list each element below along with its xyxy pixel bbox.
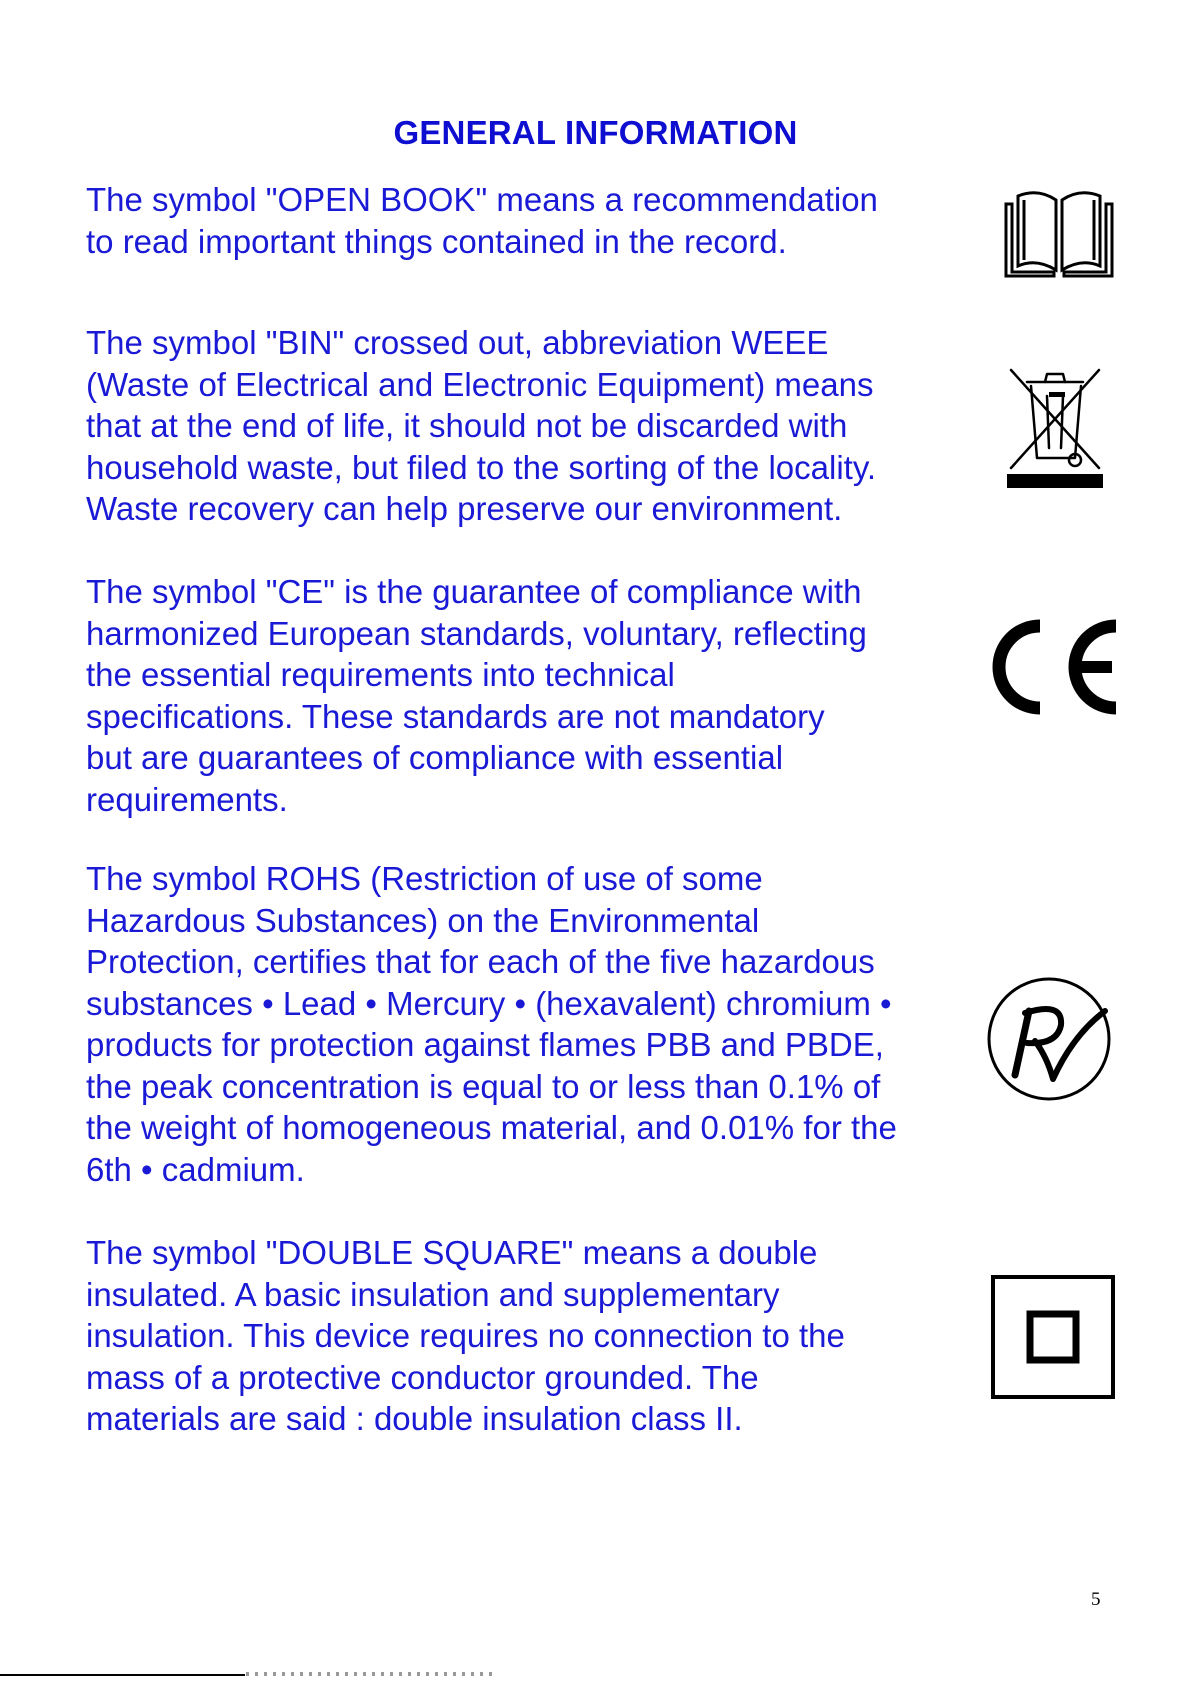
double-square-paragraph xyxy=(86,1232,845,1440)
paragraph-line: that at the end of life, it should not be discarded with xyxy=(86,407,848,444)
paragraph-line: Protection, certifies that for each of the five hazardous xyxy=(86,943,875,980)
paragraph-line: The symbol "BIN" crossed out, abbreviation WEEE xyxy=(86,324,829,361)
paragraph-line: insulation. This device requires no connection to the xyxy=(86,1317,845,1354)
paragraph-line: harmonized European standards, voluntary, reflecting xyxy=(86,614,867,652)
paragraph-line: Waste recovery can help preserve our environment. xyxy=(86,490,843,527)
paragraph-line: materials are said : double insulation class II. xyxy=(86,1400,743,1437)
paragraph-line: The symbol "CE" is the guarantee of compliance with xyxy=(86,573,862,610)
open-book-paragraph xyxy=(86,179,878,262)
paragraph-line: requirements. xyxy=(86,780,288,818)
paragraph-line: the essential requirements into technical xyxy=(86,656,675,693)
paragraph-line: (Waste of Electrical and Electronic Equipment) means xyxy=(86,365,874,403)
paragraph-line: products for protection against flames PBB and PBDE, xyxy=(86,1026,884,1063)
paragraph-line: substances • Lead • Mercury • (hexavalent) chromium • xyxy=(86,984,892,1022)
paragraph-line: 6th • cadmium. xyxy=(86,1150,305,1188)
paragraph-line: Hazardous Substances) on the Environmental xyxy=(86,901,760,939)
paragraph-line: the weight of homogeneous material, and 0.01% for the xyxy=(86,1109,897,1146)
paragraph-line: The symbol "OPEN BOOK" means a recommendation xyxy=(86,181,878,218)
rohs-paragraph xyxy=(86,858,897,1190)
paragraph-line: but are guarantees of compliance with essential xyxy=(86,739,784,776)
paragraph-line: The symbol "DOUBLE SQUARE" means a double xyxy=(86,1234,818,1271)
paragraph-line: mass of a protective conductor grounded. The xyxy=(86,1358,759,1396)
paragraph-line: the peak concentration is equal to or less than 0.1% of xyxy=(86,1067,881,1105)
paragraph-line: insulated. A basic insulation and supplementary xyxy=(86,1275,780,1313)
double-square-icon xyxy=(990,1274,1116,1400)
page-number: 5 xyxy=(1091,1589,1101,1610)
open-book-icon xyxy=(1002,186,1116,282)
paragraph-line: specifications. These standards are not mandatory xyxy=(86,697,825,735)
page-title: GENERAL INFORMATION xyxy=(393,114,798,151)
rohs-r-check-icon xyxy=(985,975,1115,1103)
weee-paragraph xyxy=(86,322,876,530)
paragraph-line: household waste, but filed to the sorting of the locality. xyxy=(86,448,877,486)
footer-dotted-rule xyxy=(246,1672,496,1676)
paragraph-line: The symbol ROHS (Restriction of use of some xyxy=(86,860,763,897)
ce-mark-icon xyxy=(978,616,1120,718)
crossed-out-bin-icon xyxy=(1005,364,1105,490)
ce-paragraph xyxy=(86,571,867,820)
footer-rule xyxy=(0,1674,245,1676)
paragraph-line: to read important things contained in the record. xyxy=(86,222,787,260)
